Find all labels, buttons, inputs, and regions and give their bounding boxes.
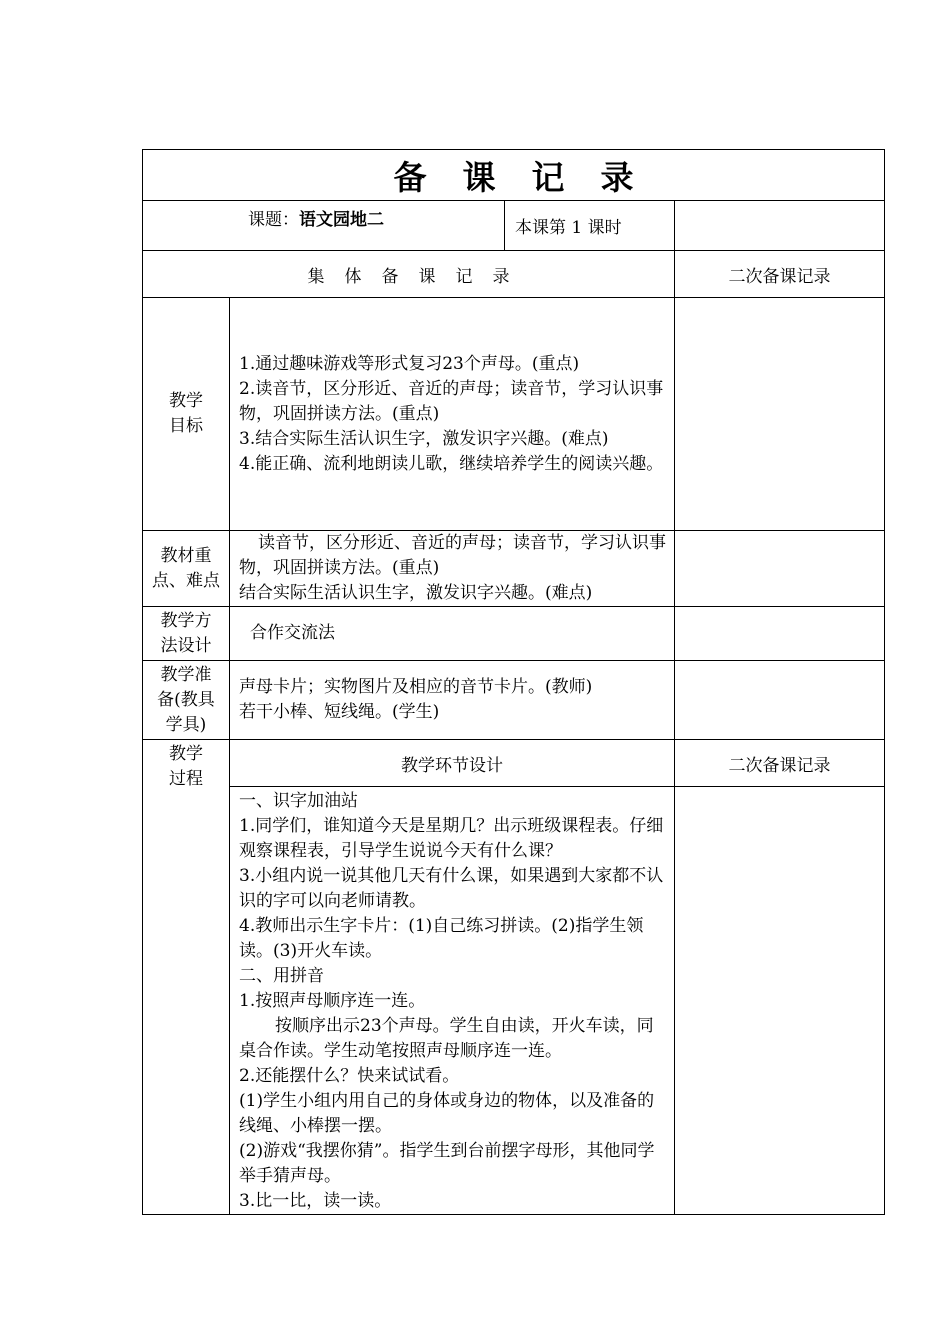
process-line: 1.按照声母顺序连一连。 [239, 991, 426, 1011]
keypoint-line: 结合实际生活认识生字，激发识字兴趣。(难点) [239, 583, 593, 603]
prep-line: 声母卡片；实物图片及相应的音节卡片。(教师) [239, 677, 593, 697]
process-content [230, 787, 675, 1215]
process-line: 按顺序出示23个声母。学生自由读，开火车读，同桌合作读。学生动笔按照声母顺序连一连。 [239, 1016, 654, 1061]
prep-label: 教学准 备(教具 学具) [143, 661, 230, 740]
group-prep-header: 集体备课记录 [143, 251, 675, 298]
prep-second-prep [675, 661, 885, 740]
topic-label: 课题： [248, 210, 299, 230]
process-second-prep [675, 787, 885, 1215]
lesson-plan-table [142, 149, 885, 1215]
goals-content [230, 298, 675, 531]
goal-line: 3.结合实际生活认识生字，激发识字兴趣。(难点) [239, 428, 609, 449]
process-line: (1)学生小组内用自己的身体或身边的物体，以及准备的线绳、小棒摆一摆。 [239, 1091, 655, 1136]
prep-line: 若干小棒、短线绳。(学生) [239, 702, 440, 722]
goals-second-prep [675, 298, 885, 531]
goal-line: 2.读音节，区分形近、音近的声母；读音节，学习认识事物，巩固拼读方法。(重点) [239, 378, 664, 424]
empty-header-cell [675, 201, 885, 251]
goals-label: 教学 目标 [143, 298, 230, 531]
process-second-prep-header: 二次备课记录 [675, 740, 885, 787]
process-line: 1.同学们，谁知道今天是星期几？出示班级课程表。仔细观察课程表，引导学生说说今天有什么课？ [239, 816, 664, 861]
method-second-prep [675, 607, 885, 661]
page-title: 备课记录 [143, 150, 885, 201]
keypoints-second-prep [675, 531, 885, 607]
lesson-number: 本课第 1 课时 [505, 201, 675, 251]
process-line: (2)游戏“我摆你猜”。指学生到台前摆字母形，其他同学举手猜声母。 [239, 1141, 655, 1186]
keypoints-label: 教材重 点、难点 [143, 531, 230, 607]
process-line: 2.还能摆什么？快来试试看。 [239, 1066, 460, 1086]
process-line: 3.比一比，读一读。 [239, 1191, 392, 1211]
process-line: 4.教师出示生字卡片：(1)自己练习拼读。(2)指学生领读。(3)开火车读。 [239, 916, 644, 961]
process-line: 一、识字加油站 [239, 791, 358, 811]
second-prep-header: 二次备课记录 [675, 251, 885, 298]
keypoints-content [230, 531, 675, 607]
method-content: 合作交流法 [230, 607, 675, 661]
process-line: 二、用拼音 [239, 966, 324, 986]
process-design-header: 教学环节设计 [230, 740, 675, 787]
goal-line: 1.通过趣味游戏等形式复习23个声母。(重点) [239, 353, 580, 374]
goal-line: 4.能正确、流利地朗读儿歌，继续培养学生的阅读兴趣。 [239, 453, 664, 474]
topic-cell [143, 201, 505, 251]
process-line: 3.小组内说一说其他几天有什么课，如果遇到大家都不认识的字可以向老师请教。 [239, 866, 664, 911]
process-label: 教学 过程 [143, 740, 230, 1215]
topic-value: 语文园地二 [299, 210, 384, 230]
prep-content [230, 661, 675, 740]
method-label: 教学方 法设计 [143, 607, 230, 661]
keypoint-line: 读音节，区分形近、音近的声母；读音节，学习认识事物，巩固拼读方法。(重点) [239, 533, 666, 578]
